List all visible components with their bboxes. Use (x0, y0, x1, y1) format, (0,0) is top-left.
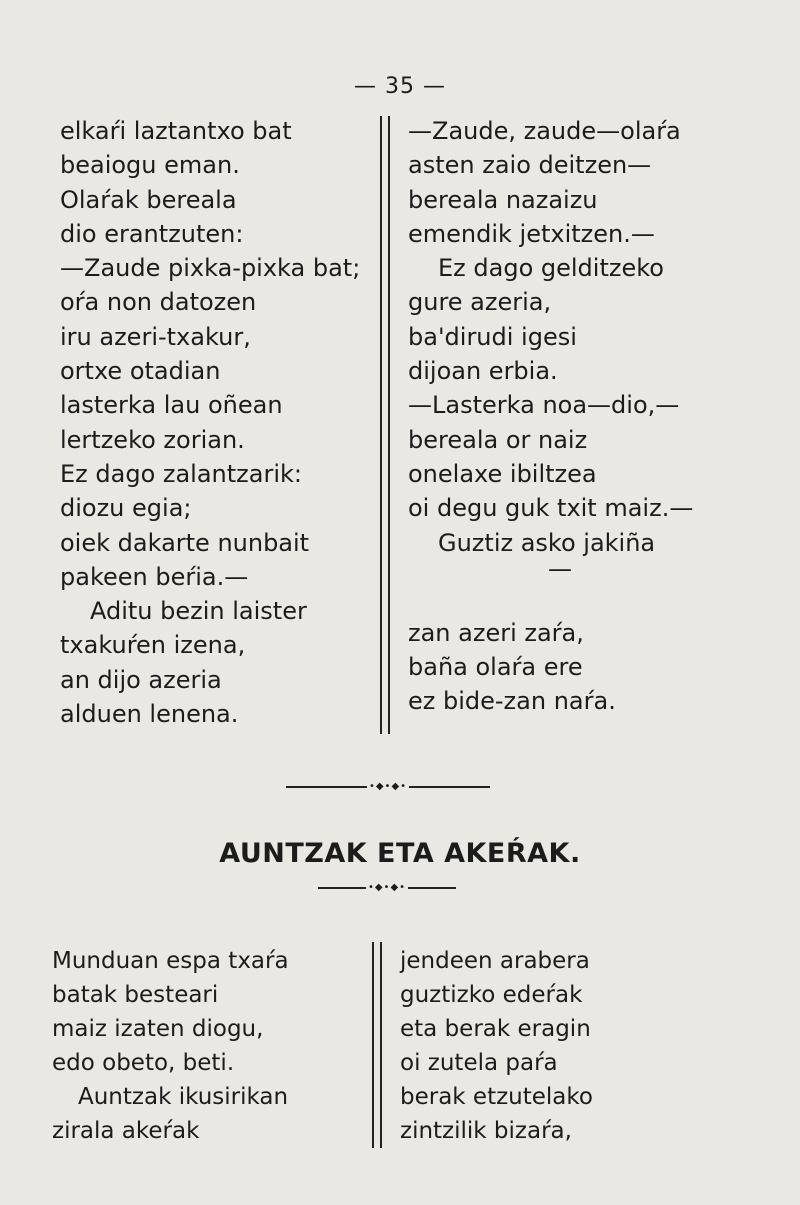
verse-line: edo obeto, beti. (52, 1050, 235, 1076)
verse-line: beaiogu eman. (60, 151, 240, 180)
verse-line: asten zaio deitzen— (408, 151, 652, 180)
verse-line: oŕa non datozen (60, 288, 257, 317)
verse-line: —Zaude, zaude—olaŕa (408, 117, 681, 145)
verse-line: elkaŕi laztantxo bat (60, 117, 292, 145)
verse-line: Ez dago zalantzarik: (60, 459, 303, 488)
verse-line: ba'dirudi igesi (408, 322, 577, 351)
verse-line: batak besteari (52, 982, 219, 1008)
ornament-glyphs: •◆•◆• (367, 882, 407, 893)
verse-line: diozu egia; (60, 494, 192, 523)
verse-line: ez bide-zan naŕa. (408, 687, 616, 716)
verse-line: pakeen beŕia.— (60, 562, 249, 591)
verse-line: emendik jetxitzen.— (408, 219, 655, 248)
verse-line: txakuŕen izena, (60, 631, 246, 660)
verse-line: zan azeri zaŕa, (408, 618, 584, 647)
column-divider (372, 942, 382, 1148)
verse-line: oi zutela paŕa (400, 1050, 558, 1076)
verse-line: dijoan erbia. (408, 357, 558, 386)
verse-line: Guztiz asko jakiña (438, 528, 656, 557)
poem2-left-column (52, 944, 289, 1148)
poem2-right-column (400, 944, 593, 1148)
verse-line: oi degu guk txit maiz.— (408, 494, 694, 523)
verse-line: eta berak eragin (400, 1016, 591, 1042)
verse-line: Ez dago gelditzeko (438, 254, 664, 283)
verse-line: onelaxe ibiltzea (408, 459, 597, 488)
verse-line: lasterka lau oñean (60, 391, 283, 420)
verse-line: baña olaŕa ere (408, 653, 583, 682)
verse-line: zintzilik bizaŕa, (400, 1118, 572, 1144)
verse-line: iru azeri-txakur, (60, 322, 251, 351)
verse-line: guztizko edeŕak (400, 982, 583, 1008)
verse-line: alduen lenena. (60, 700, 239, 729)
poem1-right-column (408, 114, 693, 719)
verse-line: berak etzutelako (400, 1084, 593, 1110)
verse-line: zirala akeŕak (52, 1118, 200, 1144)
verse-line: Munduan espa txaŕa (52, 948, 289, 974)
poem1-left-column (60, 114, 360, 731)
verse-line: — (548, 554, 572, 583)
verse-line: gure azeria, (408, 288, 552, 317)
verse-line: dio erantzuten: (60, 219, 244, 248)
verse-line: bereala or naiz (408, 425, 588, 454)
ornament-rule (318, 882, 456, 893)
page-number: — 35 — (354, 74, 446, 99)
verse-line: ortxe otadian (60, 357, 221, 386)
verse-line: bereala nazaizu (408, 185, 598, 214)
verse-line: Auntzak ikusirikan (78, 1084, 289, 1110)
verse-line: Aditu bezin laister (90, 597, 307, 626)
verse-line: maiz izaten diogu, (52, 1016, 264, 1042)
ornament-rule (286, 781, 490, 792)
verse-line: jendeen arabera (400, 948, 590, 974)
verse-line: oiek dakarte nunbait (60, 528, 310, 557)
verse-line: Olaŕak bereala (60, 185, 237, 214)
verse-line: —Lasterka noa—dio,— (408, 391, 680, 420)
ornament-glyphs: •◆•◆• (368, 781, 408, 792)
verse-line: an dijo azeria (60, 665, 222, 694)
column-divider (380, 116, 390, 734)
verse-line: —Zaude pixka-pixka bat; (60, 254, 361, 283)
section-title: AUNTZAK ETA AKEŔAK. (219, 838, 581, 869)
verse-line: lertzeko zorian. (60, 425, 245, 454)
